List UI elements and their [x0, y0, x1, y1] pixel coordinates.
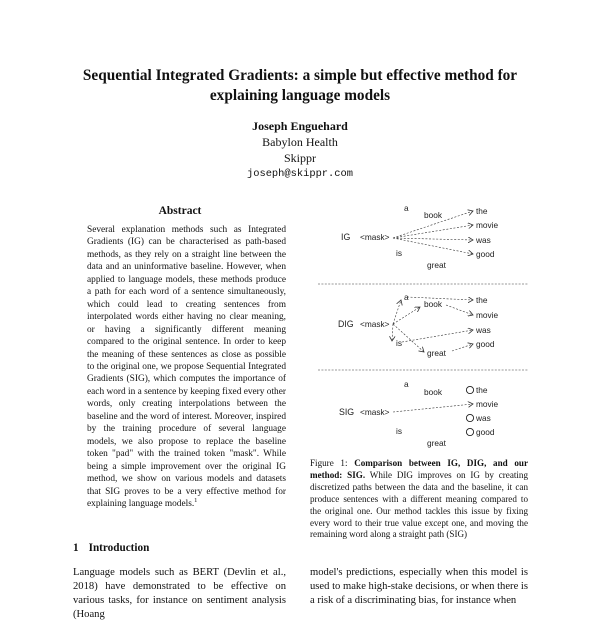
- word-great: great: [427, 438, 446, 448]
- word-was: was: [476, 235, 491, 245]
- word-was: was: [476, 413, 491, 423]
- caption-text: While DIG improves on IG by creating discretized paths between the data and the baseline, it can produce sentences with a different meaning compared to the original one. Our method tackles this issue by fixing every word to their true value except one, and moving the remaining word along a straight path (SIG): [310, 469, 529, 540]
- mask-token: <mask>: [360, 319, 390, 329]
- affiliation-1: Babylon Health: [262, 135, 338, 149]
- word-movie: movie: [476, 399, 499, 409]
- caption-label: Figure 1:: [310, 458, 348, 468]
- panel-label-sig: SIG: [339, 407, 355, 417]
- mask-token: <mask>: [360, 407, 390, 417]
- word-book: book: [424, 299, 442, 309]
- word-the: the: [476, 295, 488, 305]
- sig-path-arrow: [393, 404, 473, 412]
- author-email: joseph@skippr.com: [246, 168, 353, 180]
- fixed-word-marker: [466, 386, 473, 393]
- footnote-mark: 1: [194, 496, 198, 504]
- word-is: is: [396, 248, 402, 258]
- word-good: good: [476, 427, 495, 437]
- word-is: is: [396, 426, 402, 436]
- abstract-heading: Abstract: [158, 205, 202, 217]
- panel-dig: [338, 292, 499, 358]
- word-the: the: [476, 385, 488, 395]
- word-movie: movie: [476, 310, 499, 320]
- word-the: the: [476, 206, 488, 216]
- word-great: great: [427, 260, 446, 270]
- word-a: a: [404, 203, 409, 213]
- panel-sig: [339, 379, 499, 448]
- panel-label-ig: IG: [341, 232, 351, 242]
- word-good: good: [476, 339, 495, 349]
- figure-caption: [310, 458, 528, 541]
- mask-token: <mask>: [360, 232, 390, 242]
- word-was: was: [476, 325, 491, 335]
- word-book: book: [424, 387, 442, 397]
- word-a: a: [404, 379, 409, 389]
- section-title: Introduction: [88, 542, 150, 554]
- author-name: Joseph Enguehard: [252, 119, 348, 133]
- affiliation-2: Skippr: [283, 151, 316, 165]
- paper-title: Sequential Integrated Gradients: a simple but effective method for explaining language models: [82, 67, 518, 104]
- panel-ig: [341, 203, 499, 270]
- word-movie: movie: [476, 220, 499, 230]
- word-a: a: [404, 292, 409, 302]
- panel-label-dig: DIG: [338, 319, 354, 329]
- fixed-word-marker: [466, 414, 473, 421]
- word-good: good: [476, 249, 495, 259]
- introduction-text-right: model's predictions, especially when this model is used to make high-stake decisions, or when there is a risk of a discriminating bias, for instance when: [310, 567, 528, 606]
- abstract-text: Several explanation methods such as Integrated Gradients (IG) can be characterised as path-based methods, as they rely on a straight line between the data and an uninformative baseline. However, when applied to language models, these methods produce a path for each word of a sentence simultaneously, which could lead to creating sentences from interpolated words either having no clear meaning, or having a significantly different meaning compared to the original sentence. In order to keep the meaning of these sentences as close as possible to the original one, we propose Sequential Integrated Gradients (SIG), which computes the importance of each word in a sentence by keeping fixed every other words, only creating interpolations between the baseline and the word of interest. Moreover, inspired by the training procedure of several language models, we also propose to replace the baseline token "pad" with the trained token "mask". While being a simple improvement over the original IG method, we show on various models and datasets that SIG proves to be a very effective method for explaining language models.: [87, 225, 286, 509]
- introduction-text-left: Language models such as BERT (Devlin et al., 2018) have demonstrated to be effective on various tasks, for instance on sentiment analysis (Hoang: [73, 567, 286, 620]
- word-is: is: [396, 338, 402, 348]
- section-number: 1: [73, 542, 79, 554]
- word-great: great: [427, 348, 446, 358]
- caption-title: Comparison between IG, DIG, and our method: SIG.: [310, 458, 529, 480]
- word-book: book: [424, 210, 442, 220]
- fixed-word-marker: [466, 428, 473, 435]
